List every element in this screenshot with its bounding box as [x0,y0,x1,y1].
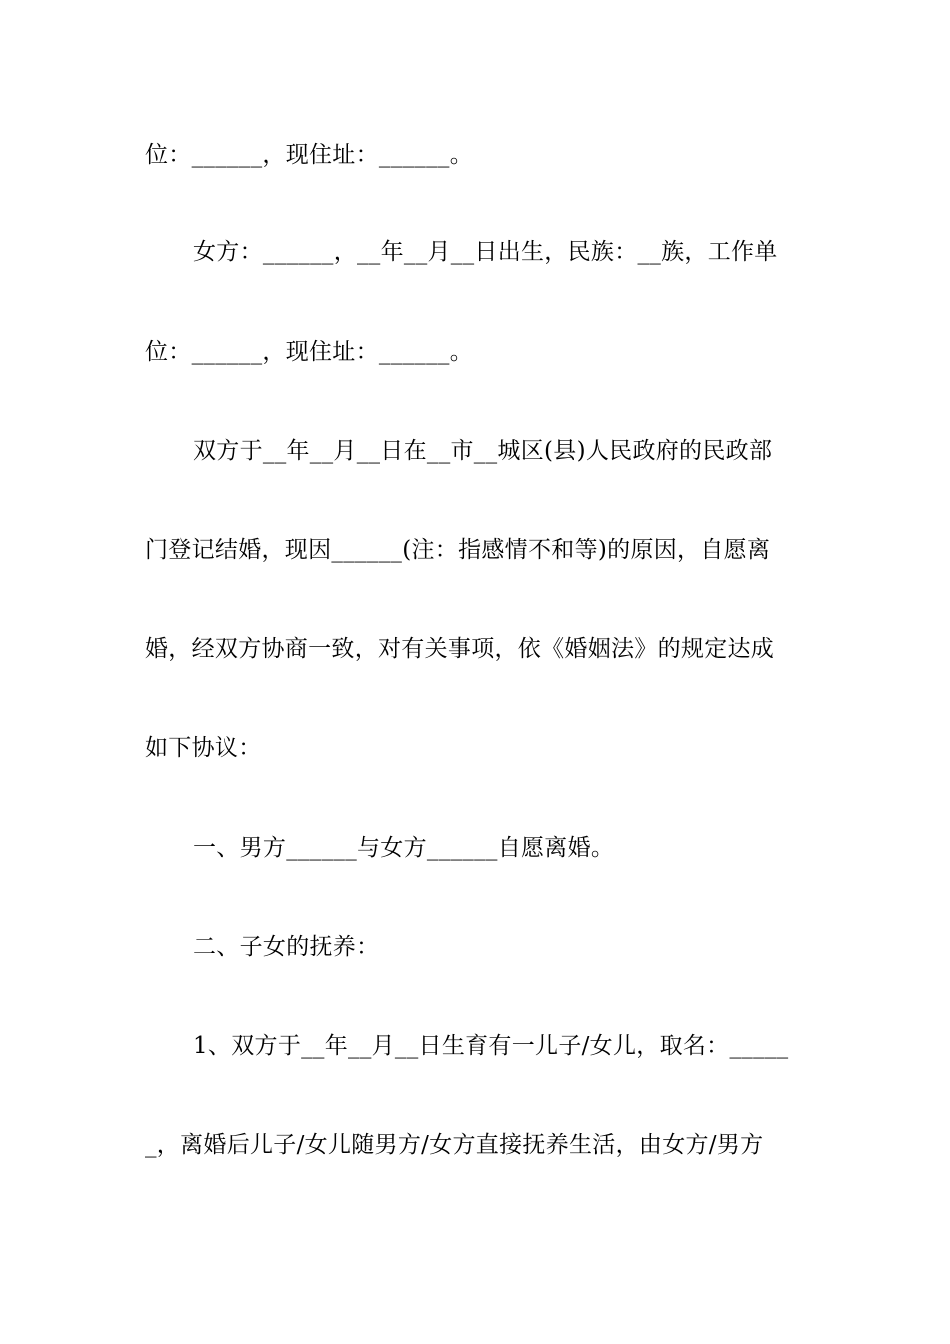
text-line-agreement-basis: 婚，经双方协商一致，对有关事项，依《婚姻法》的规定达成 [145,636,775,662]
text-line-residence-female: 位：______，现住址：______。 [145,339,473,365]
clause-two-item-one: 1、双方于__年__月__日生育有一儿子/女儿，取名：_____ [193,1033,789,1059]
text-line-divorce-reason: 门登记结婚，现因______(注：指感情不和等)的原因，自愿离 [145,537,771,563]
clause-two-item-one-continued: _，离婚后儿子/女儿随男方/女方直接抚养生活，由女方/男方 [145,1132,764,1158]
text-line-agreement-intro: 如下协议： [145,735,262,761]
clause-one: 一、男方______与女方______自愿离婚。 [193,835,615,861]
text-line-female-info: 女方：______，__年__月__日出生，民族：__族，工作单 [193,239,778,265]
text-line-residence-male: 位：______，现住址：______。 [145,142,473,168]
clause-two-heading: 二、子女的抚养： [193,934,380,960]
text-line-marriage-registration: 双方于__年__月__日在__市__城区(县)人民政府的民政部 [193,438,773,464]
